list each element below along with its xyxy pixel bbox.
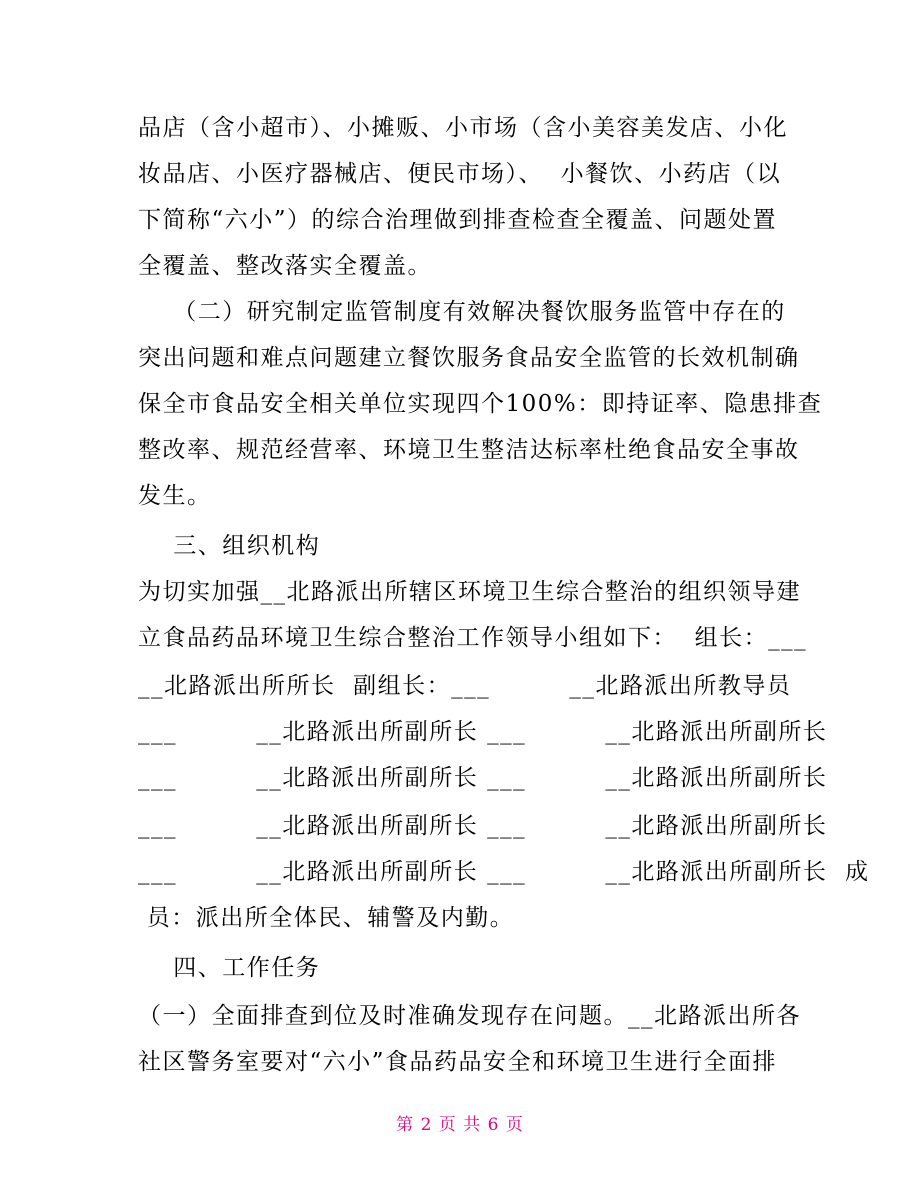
body-line: （二）研究制定监管制度有效解决餐饮服务监管中存在的 <box>138 299 786 325</box>
body-line: 社区警务室要对“六小”食品药品安全和环境卫生进行全面排 <box>138 1049 778 1075</box>
body-line: 立食品药品环境卫生综合整治工作领导小组如下： 组长：___ <box>138 625 808 651</box>
body-line: 全覆盖、整改落实全覆盖。 <box>138 253 432 279</box>
page-number-footer: 第 2 页 共 6 页 <box>396 1115 524 1135</box>
body-line: ___ __北路派出所副所长 ___ __北路派出所副所长 <box>138 813 828 839</box>
body-line: ___ __北路派出所副所长 ___ __北路派出所副所长 成 <box>138 859 870 885</box>
body-line: 品店（含小超市）、小摊贩、小市场（含小美容美发店、小化 <box>138 115 788 141</box>
body-line: ___ __北路派出所副所长 ___ __北路派出所副所长 <box>138 765 828 791</box>
body-line: 员：派出所全体民、辅警及内勤。 <box>138 905 515 931</box>
body-line: __北路派出所所长 副组长：___ __北路派出所教导员 <box>138 673 792 699</box>
section-heading: 四、工作任务 <box>138 955 321 981</box>
body-line: 保全市食品安全相关单位实现四个100%：即持证率、隐患排查 <box>138 391 823 417</box>
body-line: （一）全面排查到位及时准确发现存在问题。__北路派出所各 <box>138 1003 801 1029</box>
body-line: 下简称“六小”）的综合治理做到排查检查全覆盖、问题处置 <box>138 207 778 233</box>
body-line: 为切实加强__北路派出所辖区环境卫生综合整治的组织领导建 <box>138 579 801 605</box>
body-line: ___ __北路派出所副所长 ___ __北路派出所副所长 <box>138 719 828 745</box>
section-heading: 三、组织机构 <box>138 533 321 559</box>
body-line: 整改率、规范经营率、环境卫生整洁达标率杜绝食品安全事故 <box>138 437 800 463</box>
body-line: 突出问题和难点问题建立餐饮服务食品安全监管的长效机制确 <box>138 345 800 371</box>
body-line: 妆品店、小医疗器械店、便民市场）、 小餐饮、小药店（以 <box>138 161 782 187</box>
body-line: 发生。 <box>138 483 212 509</box>
